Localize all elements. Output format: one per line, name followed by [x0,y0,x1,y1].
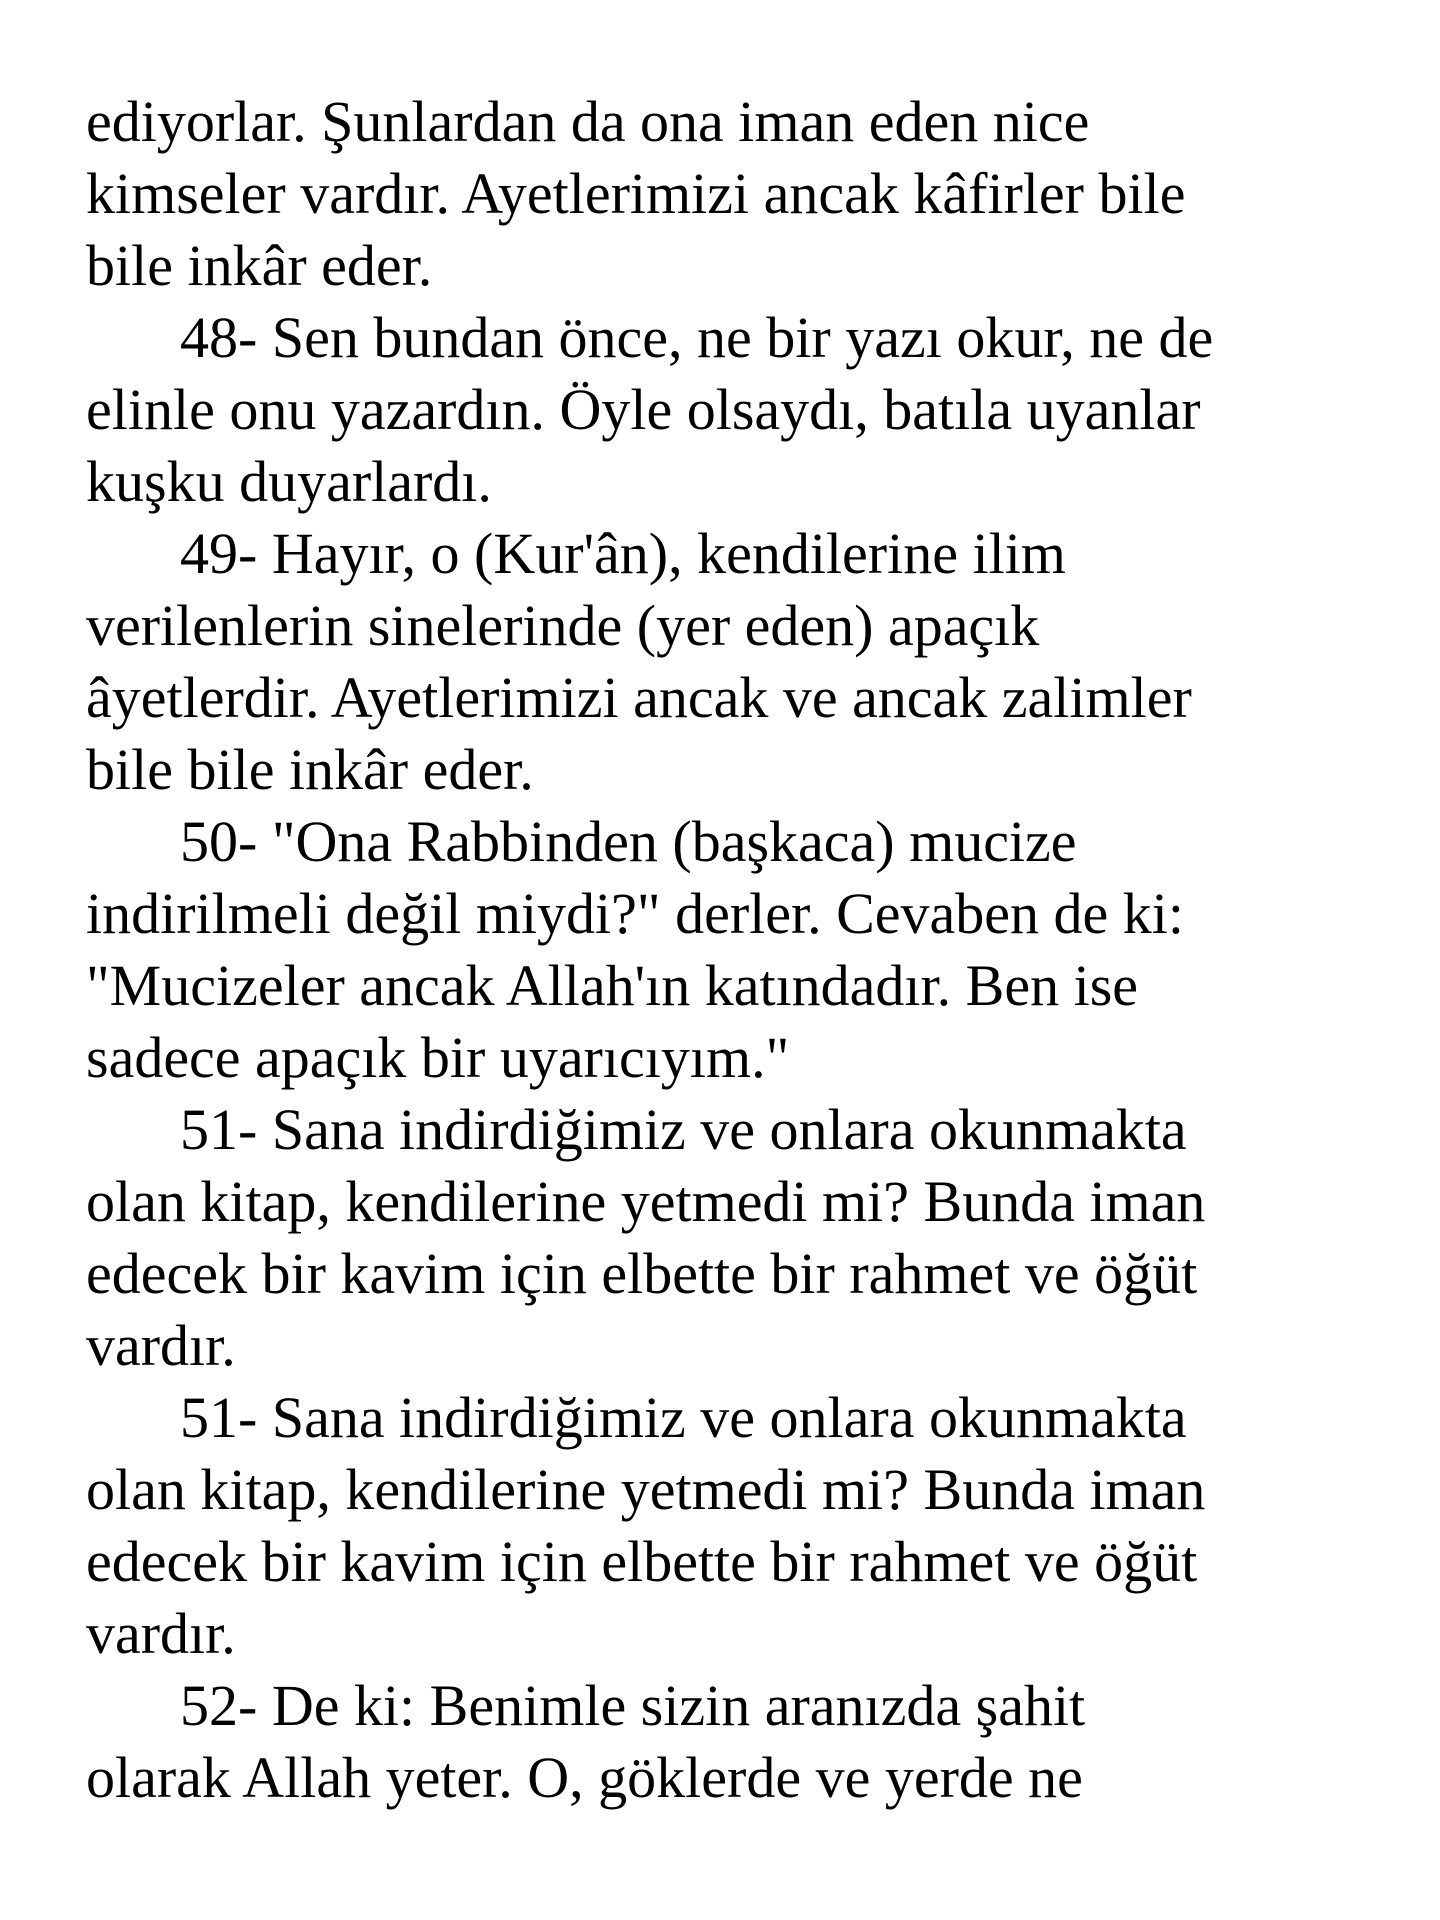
verse-51-repeat [86,1382,1406,1670]
text-line: olarak Allah yeter. O, göklerde ve yerde ne [86,1745,1083,1810]
text-line: 51- Sana indirdiğimiz ve onlara okunmakta [180,1385,1187,1450]
verse-49 [86,518,1406,806]
text-line: âyetlerdir. Ayetlerimizi ancak ve ancak zalimler [86,665,1192,730]
text-line: edecek bir kavim için elbette bir rahmet ve öğüt [86,1241,1198,1306]
text-line: bile bile inkâr eder. [86,737,534,802]
text-line: 49- Hayır, o (Kur'ân), kendilerine ilim [180,521,1066,586]
verse-48 [86,302,1406,518]
verse-51 [86,1094,1406,1382]
text-line: vardır. [86,1601,236,1666]
text-line: indirilmeli değil miydi?" derler. Cevaben de ki: [86,881,1185,946]
text-line: verilenlerin sinelerinde (yer eden) apaçık [86,593,1040,658]
paragraph-continuation [86,86,1406,302]
text-line: kuşku duyarlardı. [86,449,492,514]
text-line: bile inkâr eder. [86,233,433,298]
text-line: 50- "Ona Rabbinden (başkaca) mucize [180,809,1077,874]
text-line: elinle onu yazardın. Öyle olsaydı, batıla uyanlar [86,377,1201,442]
text-line: kimseler vardır. Ayetlerimizi ancak kâfirler bile [86,161,1186,226]
verse-50 [86,806,1406,1094]
text-line: sadece apaçık bir uyarıcıyım." [86,1025,790,1090]
text-line: 52- De ki: Benimle sizin aranızda şahit [180,1673,1086,1738]
text-line: 51- Sana indirdiğimiz ve onlara okunmakta [180,1097,1187,1162]
verse-52 [86,1670,1406,1814]
text-line: "Mucizeler ancak Allah'ın katındadır. Ben ise [86,953,1139,1018]
document-page [86,86,1406,1814]
text-line: vardır. [86,1313,236,1378]
text-line: olan kitap, kendilerine yetmedi mi? Bunda iman [86,1169,1206,1234]
text-line: 48- Sen bundan önce, ne bir yazı okur, ne de [180,305,1214,370]
text-line: edecek bir kavim için elbette bir rahmet ve öğüt [86,1529,1198,1594]
text-line: olan kitap, kendilerine yetmedi mi? Bunda iman [86,1457,1206,1522]
text-line: ediyorlar. Şunlardan da ona iman eden nice [86,89,1090,154]
